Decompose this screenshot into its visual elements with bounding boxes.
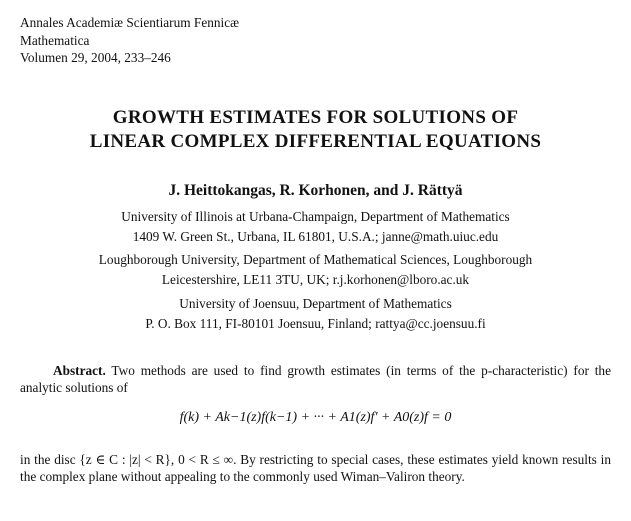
differential-equation: f(k) + Ak−1(z)f(k−1) + ··· + A1(z)f′ + A0(z)f = 0: [179, 410, 452, 425]
affiliation-joensuu: [0, 294, 631, 334]
journal-series: Mathematica: [20, 32, 90, 48]
title-line-2: LINEAR COMPLEX DIFFERENTIAL EQUATIONS: [89, 131, 542, 152]
journal-name: Annales Academiæ Scientiarum Fennicæ: [20, 15, 239, 30]
affiliation-line: 1409 W. Green St., Urbana, IL 61801, U.S.A.; janne@math.uiuc.edu: [132, 229, 499, 244]
affiliation-illinois: [0, 207, 631, 247]
affiliation-line: University of Illinois at Urbana-Champaign, Department of Mathematics: [121, 209, 510, 224]
affiliation-line: University of Joensuu, Department of Mathematics: [179, 296, 452, 311]
affiliation-line: Loughborough University, Department of Mathematical Sciences, Loughborough: [98, 252, 533, 267]
affiliation-loughborough: [0, 250, 631, 290]
abstract: [20, 362, 611, 396]
abstract-text: Two methods are used to find growth estimates (in terms of the p-characteristic) for the analytic solutions of: [20, 363, 611, 395]
abstract-label: Abstract.: [53, 363, 106, 378]
affiliation-line: Leicestershire, LE11 3TU, UK; r.j.korhonen@lboro.ac.uk: [161, 272, 470, 287]
journal-header: [20, 14, 239, 67]
paper-title: [0, 106, 631, 154]
abstract-continuation: in the disc {z ∈ C : |z| < R}, 0 < R ≤ ∞. By restricting to special cases, these estimates yield known results in the complex plane without appealing to the commonly used Wiman–Valiron theory.: [20, 452, 611, 484]
authors: J. Heittokangas, R. Korhonen, and J. Rättyä: [168, 182, 463, 199]
affiliation-line: P. O. Box 111, FI-80101 Joensuu, Finland; rattya@cc.joensuu.fi: [145, 316, 486, 331]
journal-volume: Volumen 29, 2004, 233–246: [20, 50, 171, 65]
title-line-1: GROWTH ESTIMATES FOR SOLUTIONS OF: [112, 107, 519, 128]
